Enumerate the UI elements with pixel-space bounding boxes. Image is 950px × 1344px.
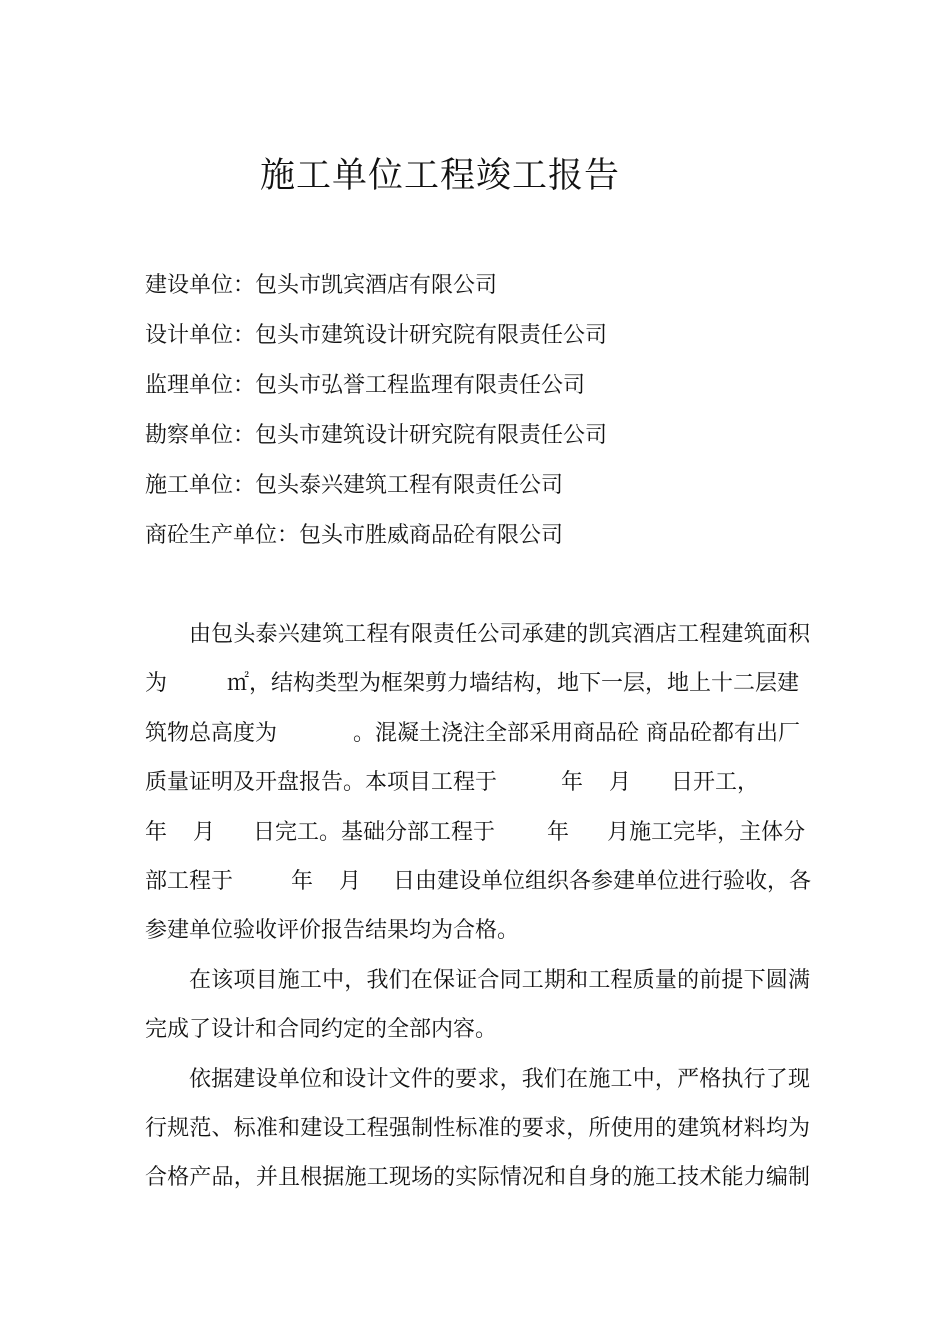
body-line: 依据建设单位和设计文件的要求，我们在施工中，严格执行了现 xyxy=(189,1066,810,1092)
body-text-segment: 日由建设单位组织各参建单位进行验收，各 xyxy=(393,868,812,894)
participants-list xyxy=(145,262,845,562)
body-line: 合格产品，并且根据施工现场的实际情况和自身的施工技术能力编制 xyxy=(145,1165,810,1191)
body-text-segment: 年 xyxy=(547,819,570,845)
info-line-design-unit: 设计单位：包头市建筑设计研究院有限责任公司 xyxy=(145,323,608,348)
body-line xyxy=(145,659,810,708)
body-text-segment: 筑物总高度为 xyxy=(145,720,278,746)
body-text-segment: 年 xyxy=(145,819,168,845)
body-line xyxy=(145,709,810,758)
body-text-segment: 年 xyxy=(561,770,584,796)
info-line-contractor-unit: 施工单位：包头泰兴建筑工程有限责任公司 xyxy=(145,473,564,498)
body-line: 参建单位验收评价报告结果均为合格。 xyxy=(145,918,520,944)
body-text-segment: 月 xyxy=(339,868,362,894)
body-line xyxy=(145,857,810,906)
body-text-segment: 为 xyxy=(145,671,168,697)
body-line: 在该项目施工中，我们在保证合同工期和工程质量的前提下圆满 xyxy=(189,967,810,993)
body-line xyxy=(145,808,810,857)
info-line-survey-unit: 勘察单位：包头市建筑设计研究院有限责任公司 xyxy=(145,423,608,448)
body-text-segment: 日完工。基础分部工程于 xyxy=(253,819,496,845)
body-line: 行规范、标准和建设工程强制性标准的要求，所使用的建筑材料均为 xyxy=(145,1115,810,1141)
document-title: 施工单位工程竣工报告 xyxy=(259,156,620,196)
body-line: 由包头泰兴建筑工程有限责任公司承建的凯宾酒店工程建筑面积 xyxy=(189,622,810,647)
body-text-segment: 月 xyxy=(193,819,216,845)
body-text-segment: 月 xyxy=(609,770,632,796)
body-text-segment: 日开工， xyxy=(671,770,760,796)
body-text-segment: 年 xyxy=(291,868,314,894)
report-body xyxy=(145,610,810,1203)
body-line xyxy=(145,758,810,807)
body-text-segment: 部工程于 xyxy=(145,868,234,894)
body-text-segment: 。混凝土浇注全部采用商品砼 商品砼都有出厂 xyxy=(353,720,801,746)
body-text-segment: 月施工完毕，主体分 xyxy=(607,819,806,845)
info-line-concrete-supplier: 商砼生产单位：包头市胜威商品砼有限公司 xyxy=(145,523,564,548)
body-text-segment: ㎡，结构类型为框架剪力墙结构，地下一层，地上十二层建 xyxy=(227,671,800,697)
info-line-supervision-unit: 监理单位：包头市弘誉工程监理有限责任公司 xyxy=(145,373,586,398)
body-line: 完成了设计和合同约定的全部内容。 xyxy=(145,1017,498,1043)
body-text-segment: 质量证明及开盘报告。本项目工程于 xyxy=(145,770,498,796)
info-line-construction-unit: 建设单位：包头市凯宾酒店有限公司 xyxy=(145,273,498,298)
